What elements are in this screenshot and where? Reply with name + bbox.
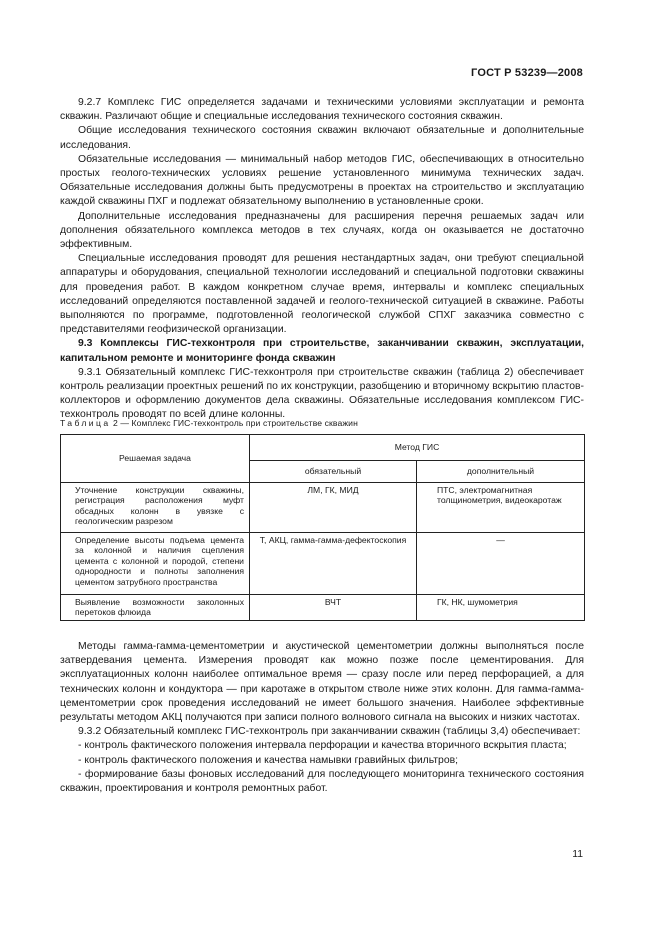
table-row [61,533,585,595]
table-row [61,595,585,621]
table-cell-additional: — [417,533,585,595]
column-header-additional: дополнительный [417,461,585,483]
page-number: 11 [572,849,583,860]
paragraph: 9.3.2 Обязательный комплекс ГИС-техконтроль при заканчивании скважин (таблицы 3,4) обеспечивает: [78,726,581,738]
table-cell-task: Уточнение конструкции скважины, регистрация расположения муфт обсадных колонн в увязке с геологическим разрезом [61,483,250,533]
table-cell-task: Выявление возможности заколонных перетоков флюида [61,595,250,621]
table-cell-mandatory: ВЧТ [250,595,417,621]
column-header-task: Решаемая задача [61,435,250,483]
paragraph: 9.2.7 Комплекс ГИС определяется задачами и техническими условиями эксплуатации и ремонта скважин. Различают общие и специальные исследования технического состояния скважин. [60,97,584,123]
table-caption [60,418,358,428]
paragraph: Специальные исследования проводят для решения нестандартных задач, они требуют специальной аппаратуры и оборудования, специальной технологии исследований и специальной подготовки скважины для проведения работ. В каждом конкретном случае время, интервалы и комплекс специальных исследований определяются поставленной задачей и геолого-технической ситуацией в скважине. Работы выполняются по программе, подготовленной геологической службой СПХГ заказчика совместно с представителями геофизической организации. [60,253,584,336]
paragraph: 9.3.1 Обязательный комплекс ГИС-техконтроля при строительстве скважин (таблица 2) обеспечивает контроль реализации проектных решений по их конструкции, разобщению и вторичному вскрытию пластов-коллекторов и оформлению документов дела скважины. Обязательные исследования комплексом ГИС-техконтроль проводят по всей длине колонны. [60,366,584,421]
table-cell-mandatory: ЛМ, ГК, МИД [250,483,417,533]
body-section-top [60,96,584,423]
table-cell-additional: ГК, НК, шумометрия [417,595,585,621]
list-item: - контроль фактического положения и качества намывки гравийных фильтров; [78,754,459,766]
paragraph: Методы гамма-гамма-цементометрии и акустической цементометрии должны выполняться после затвердевания цемента. Измерения проводят как можно позже после цементирования. Для эксплуатационных колонн наиболее оптимальное время — сразу после или перед перфорацией, а для технических колонн и кондуктора — при каротаже в открытом стволе ниже этих колонн. Для гамма-гамма-цементометрии срок проведения исследований не имеет большого значения. Наиболее эффективные результаты методом АКЦ получаются при записи полного волнового сигнала на высоких и низких частотах. [60,641,584,724]
column-header-method: Метод ГИС [250,435,585,461]
table-caption-word: Таблица [60,418,111,428]
table-cell-mandatory: Т, АКЦ, гамма-гамма-дефектоскопия [250,533,417,595]
table-2 [60,434,585,621]
body-section-bottom [60,640,584,796]
paragraph: Обязательные исследования — минимальный набор методов ГИС, обеспечивающих в относительно простых геолого-технических условиях решение установленного минимума технических задач. Обязательные исследования должны быть предусмотрены в проектах на строительство и эксплуатацию каждой скважины ПХГ и подлежат обязательному выполнению в установленные сроки. [60,153,584,208]
table-cell-additional: ПТС, электромагнитная толщинометрия, видеокаротаж [417,483,585,533]
list-item: - формирование базы фоновых исследований для последующего мониторинга технического состояния скважин, проектирования и контроля ремонтных работ. [60,768,584,795]
paragraph: Дополнительные исследования предназначены для расширения перечня решаемых задач или дополнения обязательного комплекса методов в тех случаях, когда он оказывается не достаточно эффективным. [60,210,584,251]
table-row [61,483,585,533]
section-heading: 9.3 Комплексы ГИС-техконтроля при строительстве, заканчивании скважин, эксплуатации, капитальном ремонте и мониторинге фонда скважин [60,338,584,364]
paragraph: Общие исследования технического состояния скважин включают обязательные и дополнительные исследования. [60,125,584,151]
list-item: - контроль фактического положения интервала перфорации и качества вторичного вскрытия пласта; [78,740,567,752]
table-caption-text: 2 — Комплекс ГИС-техконтроль при строительстве скважин [113,418,358,428]
document-header: ГОСТ Р 53239—2008 [471,67,583,79]
column-header-mandatory: обязательный [250,461,417,483]
table-cell-task: Определение высоты подъема цемента за колонной и наличия сцепления цемента с колонной и породой, степени однородности и полноты заполнения цементом затрубного пространства [61,533,250,595]
